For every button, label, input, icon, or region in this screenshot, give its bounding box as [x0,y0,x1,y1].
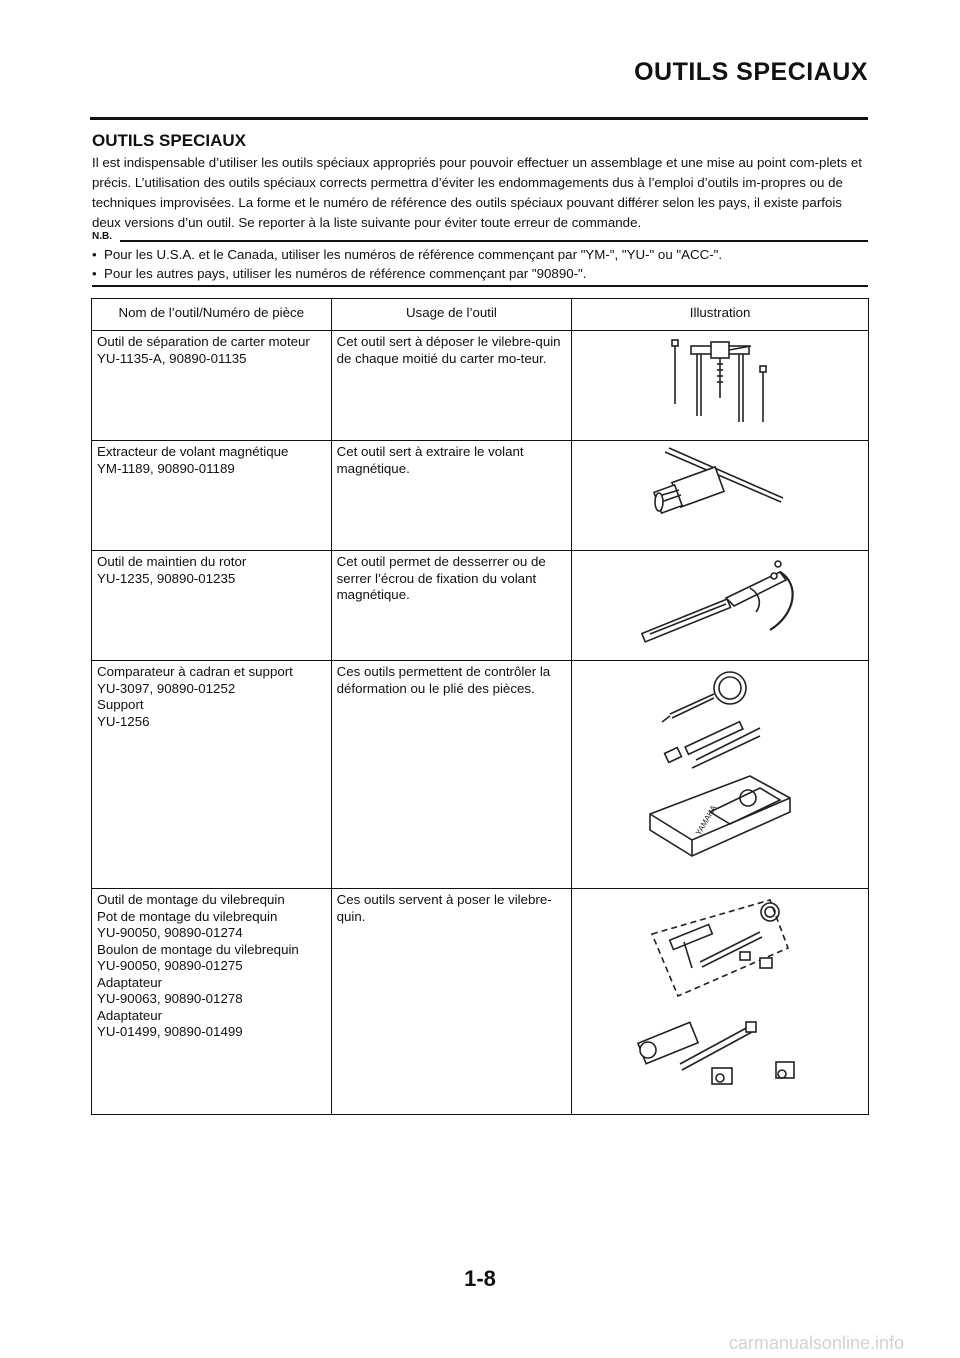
table-row [92,889,869,1115]
tool-usage-cell: Cet outil sert à déposer le vilebre-quin de chaque moitié du carter mo-teur. [331,331,572,441]
tool-part-number: YU-1256 [97,713,150,729]
tool-name-cell [92,661,332,889]
tool-part-number: YU-1235, 90890-01235 [97,570,236,586]
tool-name-line: Boulon de montage du vilebrequin [97,941,299,957]
header-illustration: Illustration [572,299,869,331]
table-row [92,661,869,889]
section-title: OUTILS SPECIAUX [92,131,246,150]
page-header-title: OUTILS SPECIAUX [634,58,868,86]
tool-usage-cell: Cet outil permet de desserrer ou de serrer l’écrou de fixation du volant magnétique. [331,551,572,661]
note-rule [120,240,868,242]
table-header-row [92,299,869,331]
tool-usage-cell: Ces outils permettent de contrôler la déformation ou le plié des pièces. [331,661,572,889]
tool-name-line: Comparateur à cadran et support [97,664,293,679]
tool-usage-cell: Cet outil sert à extraire le volant magnétique. [331,441,572,551]
table-row [92,441,869,551]
tool-part-number: YU-01499, 90890-01499 [97,1024,243,1039]
tool-name-line: Outil de maintien du rotor [97,554,247,569]
tool-part-number: YU-90063, 90890-01278 [97,991,243,1006]
svg-text:YAMAHA: YAMAHA [694,803,719,837]
tool-usage-cell: Ces outils servent à poser le vilebre-quin. [331,889,572,1115]
note-label: N.B. [92,231,112,242]
note-list [92,245,868,283]
tool-name-cell [92,551,332,661]
table-row [92,551,869,661]
rotor-holder-icon [572,551,869,661]
tool-part-number: YM-1189, 90890-01189 [97,460,235,476]
tool-name-line: Outil de montage du vilebrequin [97,892,285,907]
flywheel-puller-icon [572,441,869,551]
tool-name-line: Extracteur de volant magnétique [97,444,289,459]
table-row [92,331,869,441]
tool-name-line: Pot de montage du vilebrequin [97,908,278,924]
tool-part-number: YU-90050, 90890-01275 [97,958,243,973]
dial-gauge-icon [572,661,869,889]
tool-part-number: YU-3097, 90890-01252 [97,680,236,696]
note-item: • Pour les autres pays, utiliser les numéros de référence commençant par "90890-". [92,264,868,283]
tool-name-cell [92,441,332,551]
tool-name-line: Outil de séparation de carter moteur [97,334,310,349]
tool-part-number: YU-1135-A, 90890-01135 [97,350,247,366]
tool-name-line: Support [97,697,144,712]
tool-name-line: Adaptateur [97,1007,163,1023]
tool-name-line: Adaptateur [97,974,163,990]
note-item: • Pour les U.S.A. et le Canada, utiliser les numéros de référence commençant par "YM-", "YU-" ou "ACC-". [92,245,868,264]
watermark: carmanualsonline.info [728,1333,904,1353]
crankcase-separator-icon [572,331,869,441]
header-rule [90,117,868,120]
crankshaft-installer-icon [572,889,869,1115]
header-tool-name: Nom de l’outil/Numéro de pièce [92,299,332,331]
intro-paragraph: Il est indispensable d’utiliser les outils spéciaux appropriés pour pouvoir effectuer un assemblage et une mise au point com-plets et précis. L’utilisation des outils spéciaux corrects permettra d’éviter les endommagements dus à l’emploi d’outils im-propres ou de techniques improvisées. La forme et le numéro de référence des outils spéciaux pouvant différer selon les pays, il existe parfois deux versions d’un outil. Se reporter à la liste suivante pour éviter toute erreur de commande. [92,155,862,230]
header-tool-usage: Usage de l’outil [331,299,572,331]
note-end-rule [92,285,868,287]
tools-table [91,298,869,1115]
tool-name-cell [92,331,332,441]
tool-part-number: YU-90050, 90890-01274 [97,925,243,940]
page-number: 1-8 [464,1266,496,1291]
tool-name-cell [92,889,332,1115]
